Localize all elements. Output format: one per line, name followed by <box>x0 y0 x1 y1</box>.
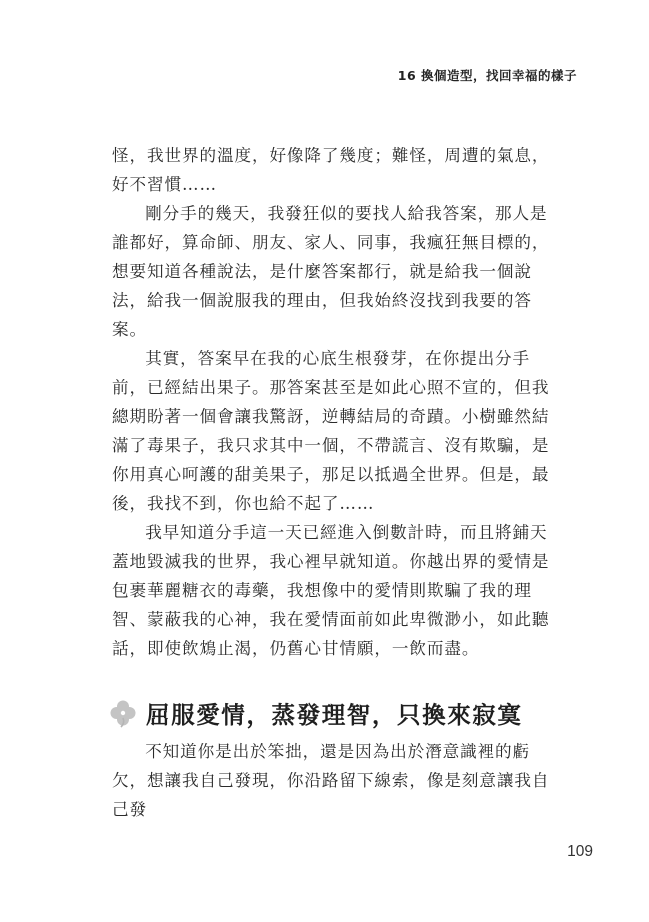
section-body-text <box>112 737 552 824</box>
paragraph-4: 我早知道分手這一天已經進入倒數計時，而且將鋪天蓋地毀滅我的世界，我心裡早就知道。你越出界的愛情是包裹華麗糖衣的毒藥，我想像中的愛情則欺騙了我的理智、蒙蔽我的心神，我在愛情面前如此卑微渺小，如此聽話，即使飲鴆止渴，仍舊心甘情願，一飲而盡。 <box>112 523 550 658</box>
clover-icon <box>108 698 138 728</box>
body-text-block <box>112 141 552 663</box>
paragraph-3: 其實，答案早在我的心底生根發芽，在你提出分手前，已經結出果子。那答案甚至是如此心照不宣的，但我總期盼著一個會讓我驚訝，逆轉結局的奇蹟。小樹雖然結滿了毒果子，我只求其中一個，不帶謊言、沒有欺騙，是你用真心呵護的甜美果子，那足以抵過全世界。但是，最後，我找不到，你也給不起了…… <box>112 349 550 513</box>
page-number: 109 <box>567 843 593 860</box>
section-heading <box>108 696 523 730</box>
paragraph-2: 剛分手的幾天，我發狂似的要找人給我答案，那人是誰都好，算命師、朋友、家人、同事，我瘋狂無目標的，想要知道各種說法，是什麼答案都行，就是給我一個說法，給我一個說服我的理由，但我始終沒找到我要的答案。 <box>112 204 550 339</box>
running-header: 16 換個造型，找回幸福的樣子 <box>397 68 577 83</box>
paragraph-5: 不知道你是出於笨拙，還是因為出於潛意識裡的虧欠，想讓我自己發現，你沿路留下線索，像是刻意讓我自己發 <box>112 742 550 819</box>
paragraph-1: 怪，我世界的溫度，好像降了幾度；難怪，周遭的氣息，好不習慣…… <box>112 146 550 194</box>
section-heading-text: 屈服愛情，蒸發理智，只換來寂寞 <box>146 701 523 729</box>
